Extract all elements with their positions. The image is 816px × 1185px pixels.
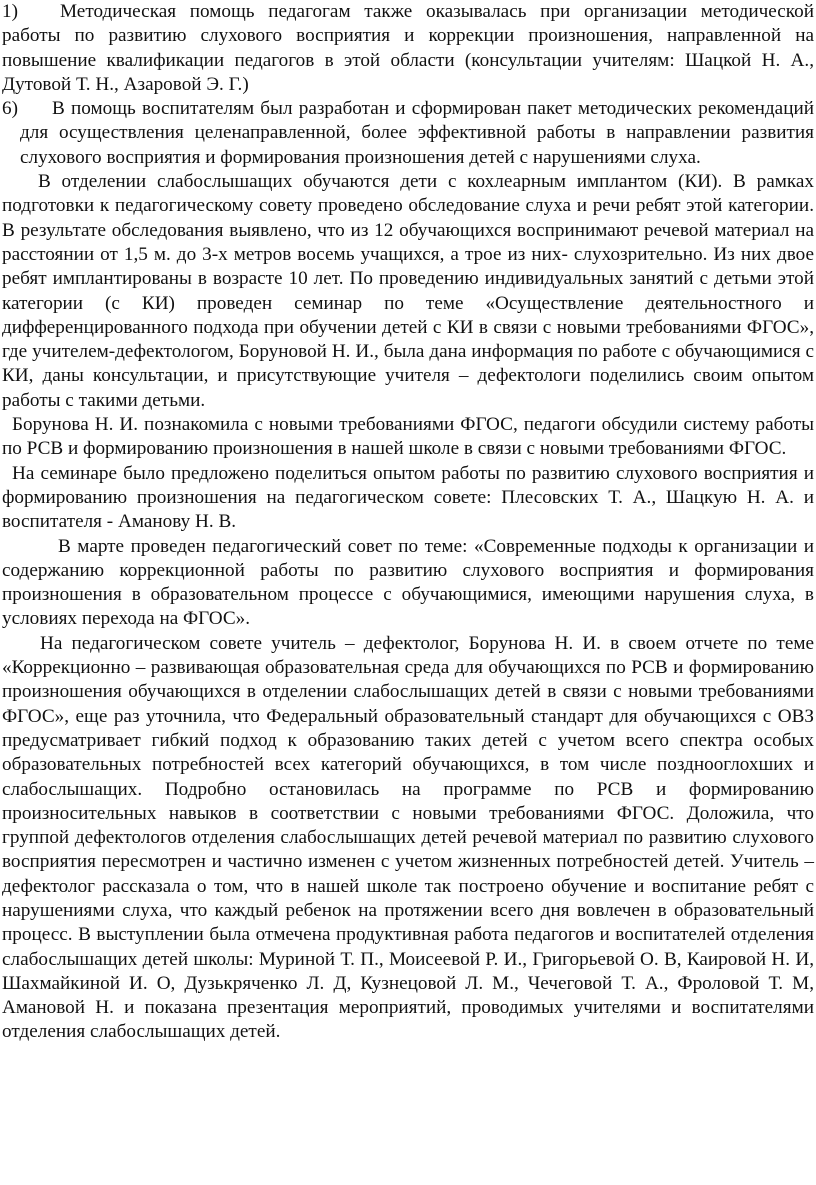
item-text: В помощь воспитателям был разработан и сформирован пакет методических рекомендаций для осуществления целенаправленной, более эффективной работы в направлении развития слухового восприятия и формирования произношения детей с нарушениями слуха.	[20, 98, 814, 168]
item-number: 6)	[2, 98, 18, 120]
item-number: 1)	[2, 1, 18, 22]
numbered-paragraph-6	[2, 97, 814, 170]
paragraph-seminar-proposal: На семинаре было предложено поделиться опытом работы по развитию слухового восприятия и формированию произношения на педагогическом совете: Плесовских Т. А., Шацкую Н. А. и воспитателя - Аманову Н. В.	[2, 462, 814, 533]
numbered-paragraph-1	[2, 0, 814, 97]
item-text: Методическая помощь педагогам также оказывалась при организации методической работы по развитию слухового восприятия и коррекции произношения, направленной на повышение квалификации педагогов в этой области (консультации учителям: Шацкой Н. А., Дутовой Т. Н., Азаровой Э. Г.)	[2, 1, 814, 95]
paragraph-ki-department: В отделении слабослышащих обучаются дети с кохлеарным имплантом (КИ). В рамках подготовки к педагогическому совету проведено обследование слуха и речи ребят этой категории. В результате обследования выявлено, что из 12 обучающихся воспринимают речевой материал на расстоянии от 1,5 м. до 3-х метров восемь учащихся, а трое из них- слухозрительно. Из них двое ребят имплантированы в возрасте 10 лет. По проведению индивидуальных занятий с детьми этой категории (с КИ) проведен семинар по теме «Осуществление деятельностного и дифференцированного подхода при обучении детей с КИ в связи с новыми требованиями ФГОС», где учителем-дефектологом, Боруновой Н. И., была дана информация по работе с обучающимися с КИ, даны консультации, и присутствующие учителя – дефектологи поделились своим опытом работы с такими детьми.	[2, 171, 814, 411]
paragraph-march-council: В марте проведен педагогический совет по теме: «Современные подходы к организации и содержанию коррекционной работы по развитию слухового восприятия и формирования произношения в образовательном процессе с обучающимися, имеющими нарушения слуха, в условиях перехода на ФГОС».	[2, 535, 814, 630]
paragraph-council-report: На педагогическом совете учитель – дефектолог, Борунова Н. И. в своем отчете по теме «Коррекционно – развивающая образовательная среда для обучающихся по РСВ и формированию произношения обучающихся в отделении слабослышащих детей в связи с новыми требованиями ФГОС», еще раз уточнила, что Федеральный образовательный стандарт для обучающихся с ОВЗ предусматривает гибкий подход к образованию таких детей с учетом всего спектра особых образовательных потребностей всех категорий обучающихся, в том числе позднооглохших и слабослышащих. Подробно остановилась на программе по РСВ и формированию произносительных навыков в соответствии с новыми требованиями ФГОС. Доложила, что группой дефектологов отделения слабослышащих детей речевой материал по развитию слухового восприятия пересмотрен и частично изменен с учетом жизненных потребностей детей. Учитель – дефектолог рассказала о том, что в нашей школе так построено обучение и воспитание ребят с нарушениями слуха, что каждый ребенок на протяжении всего дня вовлечен в образовательный процесс. В выступлении была отмечена продуктивная работа педагогов и воспитателей отделения слабослышащих детей школы: Муриной Т. П., Моисеевой Р. И., Григорьевой О. В, Каировой Н. И, Шахмайкиной И. О, Дузькряченко Л. Д, Кузнецовой Л. М., Чечеговой Т. А., Фроловой Т. М, Амановой Н. и показана презентация мероприятий, проводимых учителями и воспитателями отделения слабослышащих детей.	[2, 632, 814, 1043]
paragraph-borunova-fgos: Борунова Н. И. познакомила с новыми требованиями ФГОС, педагоги обсудили систему работы по РСВ и формированию произношения в нашей школе в связи с новыми требованиями ФГОС.	[2, 414, 814, 460]
